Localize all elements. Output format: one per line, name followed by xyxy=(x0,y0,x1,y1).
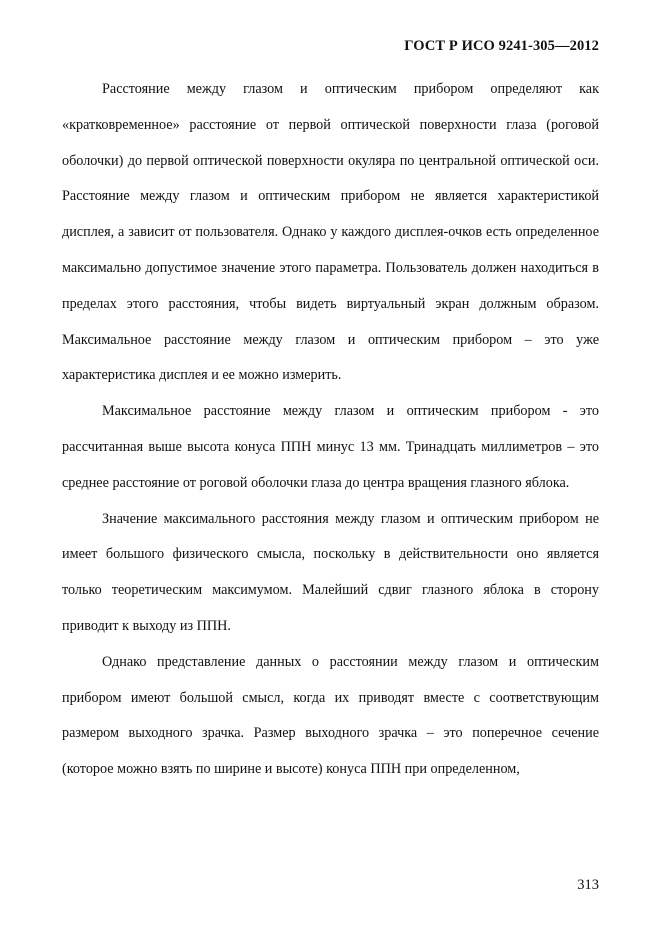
paragraph-exit-pupil: Однако представление данных о расстоянии между глазом и оптическим прибором имеют большой смысл, когда их приводят вместе с соответствующим размером выходного зрачка. Размер выходного зрачка – это поперечное сечение (которое можно взять по ширине и высоте) конуса ППН при определенном, xyxy=(62,653,599,778)
paragraph-max-eye-relief: Максимальное расстояние между глазом и оптическим прибором - это рассчитанная выше высота конуса ППН минус 13 мм. Тринадцать миллиметров – это среднее расстояние от роговой оболочки глаза до центра вращения глазного яблока. xyxy=(62,403,599,491)
page-number: 313 xyxy=(577,877,599,893)
paragraph-max-value-meaning: Значение максимального расстояния между глазом и оптическим прибором не имеет большого физического смысла, поскольку в действительности оно является только теоретическим максимумом. Малейший сдвиг глазного яблока в сторону приводит к выходу из ППН. xyxy=(62,510,599,634)
paragraph-eye-relief-definition: Расстояние между глазом и оптическим прибором определяют как «кратковременное» расстояние от первой оптической поверхности глаза (роговой оболочки) до первой оптической поверхности окуляра по центральной оптической оси. Расстояние между глазом и оптическим прибором не является характеристикой дисплея, а зависит от пользователя. Однако у каждого дисплея-очков есть определенное максимально допустимое значение этого параметра. Пользователь должен находиться в пределах этого расстояния, чтобы видеть виртуальный экран должным образом. Максимальное расстояние между глазом и оптическим прибором – это уже характеристика дисплея и ее можно измерить. xyxy=(62,81,599,384)
document-body xyxy=(62,72,599,788)
document-header-standard-code: ГОСТ Р ИСО 9241-305—2012 xyxy=(404,38,599,54)
